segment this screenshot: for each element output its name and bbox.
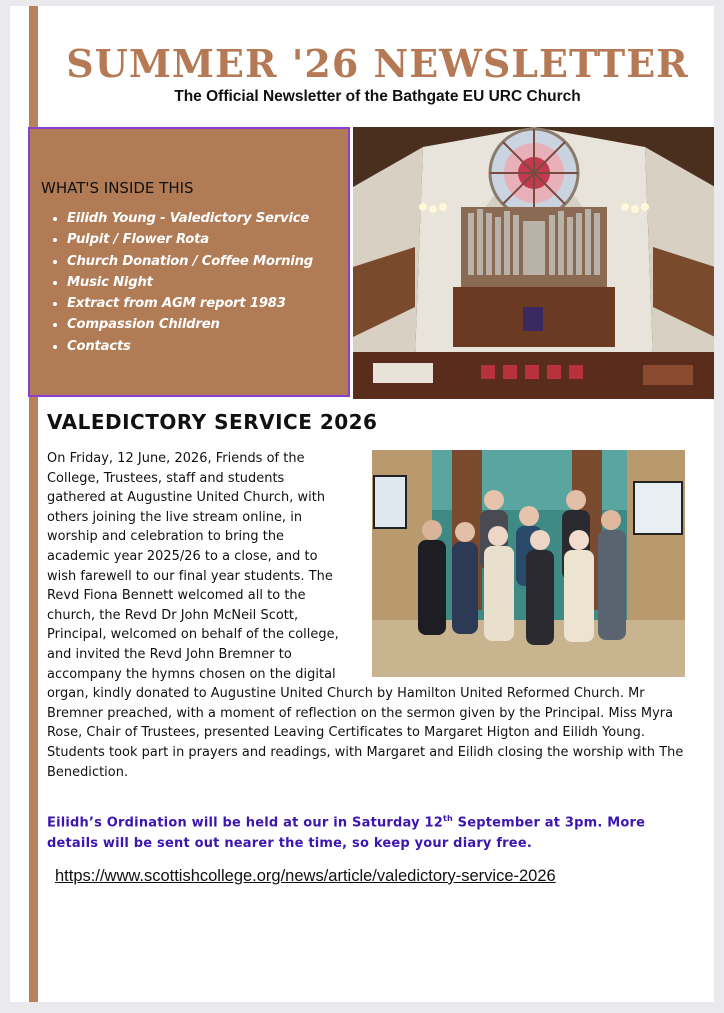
contents-item: • Compassion Children — [67, 314, 313, 335]
contents-item: • Music Night — [67, 272, 313, 293]
article-title: VALEDICTORY SERVICE 2026 — [47, 410, 378, 434]
newsletter-page — [10, 6, 714, 1002]
contents-heading: WHAT'S INSIDE THIS — [41, 179, 194, 197]
notice-text-end: September at 3pm. More details will be sent out nearer the time, so keep your diary free. — [47, 815, 646, 852]
ordination-notice — [47, 808, 687, 854]
contents-item: • Extract from AGM report 1983 — [67, 293, 313, 314]
contents-box — [28, 127, 350, 397]
article-link[interactable]: https://www.scottishcollege.org/news/article/valedictory-service-2026 — [55, 867, 556, 885]
newsletter-title: SUMMER '26 NEWSLETTER — [66, 41, 689, 86]
notice-text-start: Eilidh’s Ordination will be held at our in Saturday 12 — [47, 815, 444, 831]
contents-item: • Contacts — [67, 336, 313, 357]
contents-item: • Pulpit / Flower Rota — [67, 229, 313, 250]
contents-item: • Eilidh Young - Valedictory Service — [67, 208, 313, 229]
article-body-text: On Friday, 12 June, 2026, Friends of the College, Trustees, staff and students gathered at Augustine United Church, with others joining the live stream online, in worship and celebration to bring the academic year 2025/26 to a close, and to wish farewell to our final year students. The Revd Fiona Bennett welcomed all to the church, the Revd Dr John McNeil Scott, Principal, welcomed on behalf of the college, and invited the Revd John Bremner to accompany the hymns chosen on the digital organ, kindly donated to Augustine United Church by Hamilton United Reformed Church. Mr Bremner preached, with a moment of reflection on the sermon given by the Principal. Miss Myra Rose, Chair of Trustees, presented Leaving Certificates to Margaret Higton and Eilidh Young. Students took part in prayers and readings, with Margaret and Eilidh closing the worship with The Benediction. — [47, 451, 684, 780]
group-photo — [372, 450, 685, 677]
contents-list — [43, 208, 313, 357]
newsletter-subtitle: The Official Newsletter of the Bathgate EU URC Church — [174, 88, 581, 105]
contents-item: • Church Donation / Coffee Morning — [67, 251, 313, 272]
church-interior-photo — [353, 127, 714, 399]
notice-superscript: th — [443, 814, 453, 823]
